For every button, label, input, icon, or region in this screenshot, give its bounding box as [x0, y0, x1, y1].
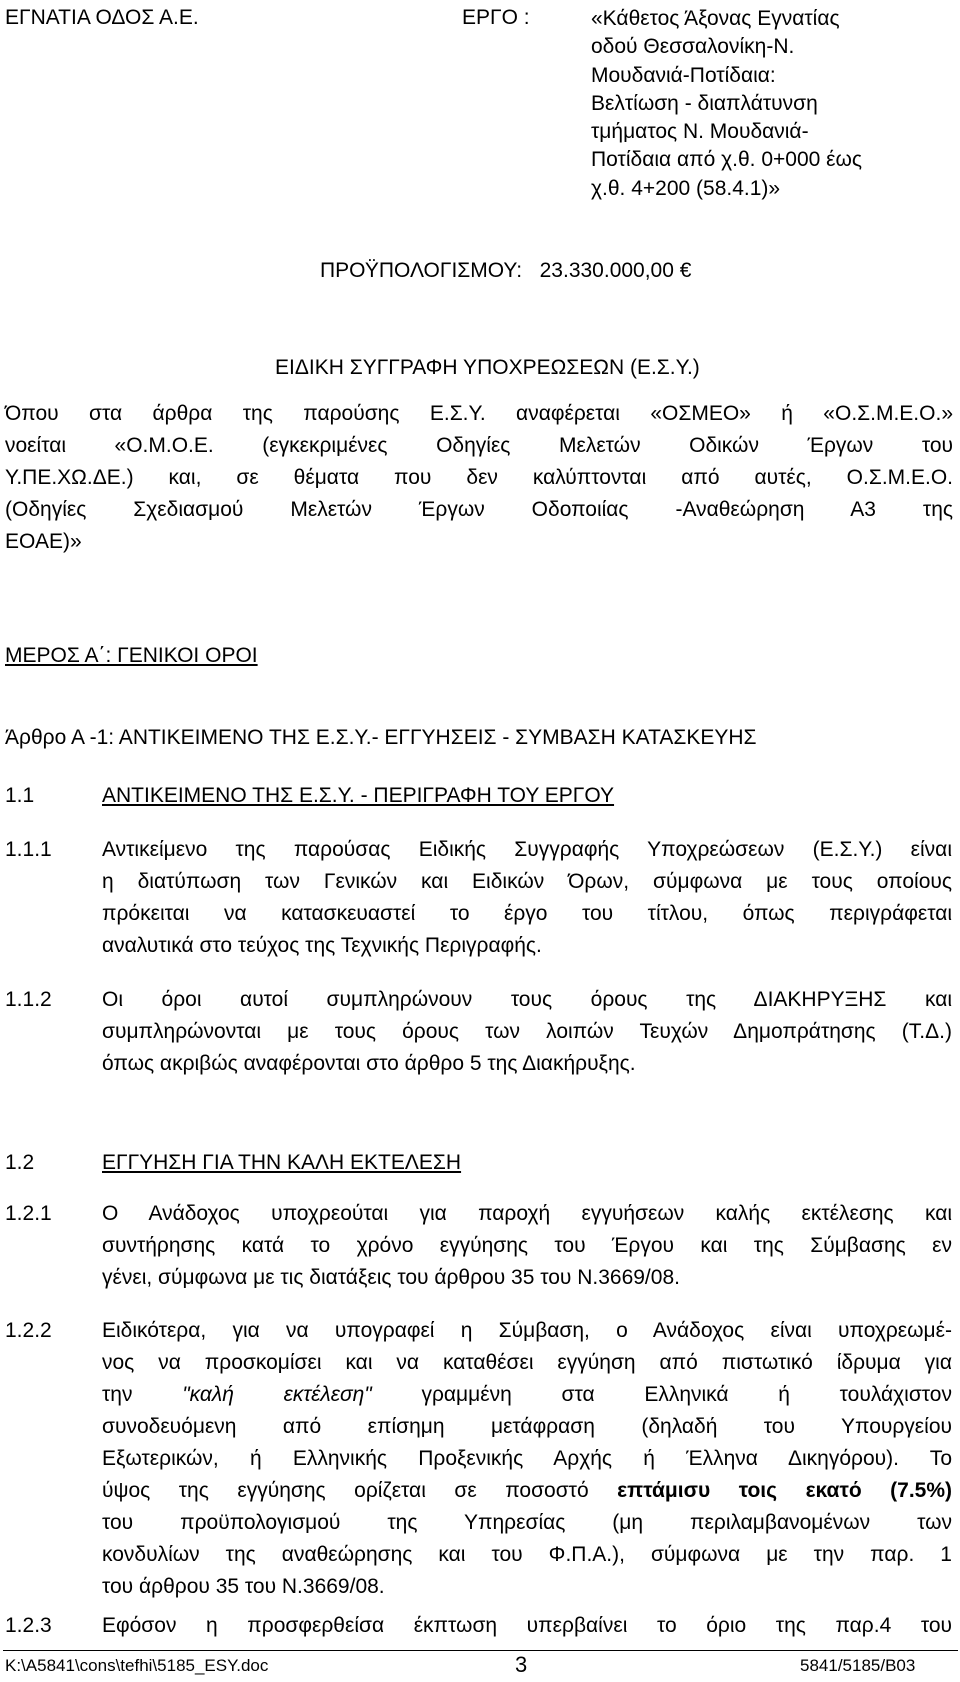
paragraph-line: του προϋπολογισμού της Υπηρεσίας (μη περιλαμβανομένων των — [102, 1511, 952, 1534]
text-run: γραμμένη στα Ελληνικά ή τουλάχιστον — [421, 1383, 952, 1406]
paragraph-line: γένει, σύμφωνα με τις διατάξεις του άρθρου 35 του Ν.3669/08. — [102, 1266, 680, 1289]
paragraph-line: του άρθρου 35 του Ν.3669/08. — [102, 1575, 385, 1598]
paragraph-text — [102, 1610, 952, 1642]
section-number: 1.1 — [5, 784, 35, 807]
project-title-line: οδού Θεσσαλονίκη-Ν. — [591, 35, 795, 59]
section-number: 1.2 — [5, 1151, 35, 1174]
intro-line: ΕΟΑΕ)» — [5, 530, 82, 553]
currency-symbol: € — [679, 259, 692, 282]
paragraph-line: Εξωτερικών, ή Ελληνικής Προξενικής Αρχής ή Έλληνα Δικηγόρου). Το — [102, 1447, 952, 1470]
paragraph-line: συμπληρώνονται με τους όρους των λοιπών Τευχών Δημοπράτησης (Τ.Δ.) — [102, 1020, 952, 1043]
footer-file-path: K:\A5841\cons\tefhi\5185_ESY.doc — [5, 1656, 269, 1675]
paragraph-text — [102, 1315, 952, 1603]
footer-doc-code: 5841/5185/B03 — [800, 1656, 916, 1675]
budget-value: 23.330.000,00 — [539, 259, 674, 282]
paragraph-line: κονδυλίων της αναθεώρησης και του Φ.Π.Α.), σύμφωνα με την παρ. 1 — [102, 1543, 952, 1566]
paragraph-line: Οι όροι αυτοί συμπληρώνουν τους όρους της ΔΙΑΚΗΡΥΞΗΣ και — [102, 988, 952, 1011]
project-title-line: Βελτίωση - διαπλάτυνση — [591, 91, 818, 115]
paragraph-number: 1.2.2 — [5, 1319, 52, 1342]
paragraph-line: πρόκειται να κατασκευαστεί το έργο του τίτλου, όπως περιγράφεται — [102, 902, 952, 925]
paragraph-line — [102, 1379, 952, 1411]
paragraph-line: Αντικείμενο της παρούσας Ειδικής Συγγραφής Υποχρεώσεων (Ε.Σ.Υ.) είναι — [102, 838, 952, 861]
project-title-line: χ.θ. 4+200 (58.4.1)» — [591, 176, 781, 200]
paragraph-text — [102, 984, 952, 1080]
project-title — [591, 5, 862, 203]
paragraph-line: Ο Ανάδοχος υποχρεούται για παροχή εγγυήσεων καλής εκτέλεσης και — [102, 1202, 952, 1225]
intro-line: Υ.ΠΕ.ΧΩ.ΔΕ.) και, σε θέματα που δεν καλύπτονται από αυτές, Ο.Σ.Μ.Ε.Ο. — [5, 466, 953, 489]
paragraph-line: συντήρησης κατά το χρόνο εγγύησης του Έργου και της Σύμβασης εν — [102, 1234, 952, 1257]
bold-text: επτάμισυ τοις εκατό (7.5%) — [617, 1479, 953, 1502]
intro-paragraph — [5, 398, 953, 558]
paragraph-text — [102, 834, 952, 962]
intro-line: νοείται «Ο.Μ.Ο.Ε. (εγκεκριμένες Οδηγίες Μελετών Οδικών Έργων του — [5, 434, 953, 457]
document-title: ΕΙΔΙΚΗ ΣΥΓΓΡΑΦΗ ΥΠΟΧΡΕΩΣΕΩΝ (Ε.Σ.Υ.) — [275, 356, 700, 379]
paragraph-line: συνοδευόμενη από επίσημη μετάφραση (δηλαδή του Υπουργείου — [102, 1415, 952, 1438]
budget-label: ΠΡΟΫΠΟΛΟΓΙΣΜΟΥ: — [320, 259, 523, 282]
footer-page-number: 3 — [515, 1652, 528, 1677]
part-heading: ΜΕΡΟΣ Α΄: ΓΕΝΙΚΟΙ ΟΡΟΙ — [5, 644, 258, 667]
organization-name: ΕΓΝΑΤΙΑ ΟΔΟΣ Α.Ε. — [5, 6, 199, 29]
article-heading: Άρθρο Α -1: ΑΝΤΙΚΕΙΜΕΝΟ ΤΗΣ Ε.Σ.Υ.- ΕΓΓΥΗΣΕΙΣ - ΣΥΜΒΑΣΗ ΚΑΤΑΣΚΕΥΗΣ — [5, 726, 757, 749]
footer-rule — [3, 1650, 958, 1651]
project-title-line: Ποτίδαια από χ.θ. 0+000 έως — [591, 148, 863, 172]
paragraph-line: όπως ακριβώς αναφέρονται στο άρθρο 5 της Διακήρυξης. — [102, 1052, 636, 1075]
paragraph-number: 1.2.3 — [5, 1614, 52, 1637]
project-title-line: «Κάθετος Άξονας Εγνατίας — [591, 7, 840, 30]
paragraph-number: 1.2.1 — [5, 1202, 52, 1225]
paragraph-number: 1.1.2 — [5, 988, 52, 1011]
section-title: ΕΓΓΥΗΣΗ ΓΙΑ ΤΗΝ ΚΑΛΗ ΕΚΤΕΛΕΣΗ — [102, 1151, 462, 1174]
paragraph-line — [102, 1475, 952, 1507]
paragraph-line: Εφόσον η προσφερθείσα έκπτωση υπερβαίνει το όριο της παρ.4 του — [102, 1614, 952, 1637]
paragraph-line: αναλυτικά στο τεύχος της Τεχνικής Περιγραφής. — [102, 934, 542, 957]
budget — [320, 258, 691, 284]
intro-line: (Οδηγίες Σχεδιασμού Μελετών Έργων Οδοποιίας -Αναθεώρηση Α3 της — [5, 498, 953, 521]
project-label: ΕΡΓΟ : — [462, 6, 530, 29]
paragraph-text — [102, 1198, 952, 1294]
paragraph-line: νος να προσκομίσει και να καταθέσει εγγύηση από πιστωτικό ίδρυμα για — [102, 1351, 952, 1374]
italic-text: "καλή εκτέλεση" — [182, 1383, 372, 1406]
section-title: ΑΝΤΙΚΕΙΜΕΝΟ ΤΗΣ Ε.Σ.Υ. - ΠΕΡΙΓΡΑΦΗ ΤΟΥ ΕΡΓΟΥ — [102, 784, 615, 807]
project-title-line: Μουδανιά-Ποτίδαια: — [591, 63, 776, 87]
paragraph-line: Ειδικότερα, για να υπογραφεί η Σύμβαση, ο Ανάδοχος είναι υποχρεωμέ- — [102, 1319, 952, 1342]
paragraph-line: η διατύπωση των Γενικών και Ειδικών Όρων, σύμφωνα με τους οποίους — [102, 870, 952, 893]
text-run: ύψος της εγγύησης ορίζεται σε ποσοστό — [102, 1479, 589, 1502]
project-title-line: τμήματος Ν. Μουδανιά- — [591, 120, 809, 144]
paragraph-number: 1.1.1 — [5, 838, 52, 861]
intro-line: Όπου στα άρθρα της παρούσης Ε.Σ.Υ. αναφέρεται «ΟΣΜΕΟ» ή «Ο.Σ.Μ.Ε.Ο.» — [5, 402, 953, 425]
text-run: την — [102, 1383, 133, 1406]
